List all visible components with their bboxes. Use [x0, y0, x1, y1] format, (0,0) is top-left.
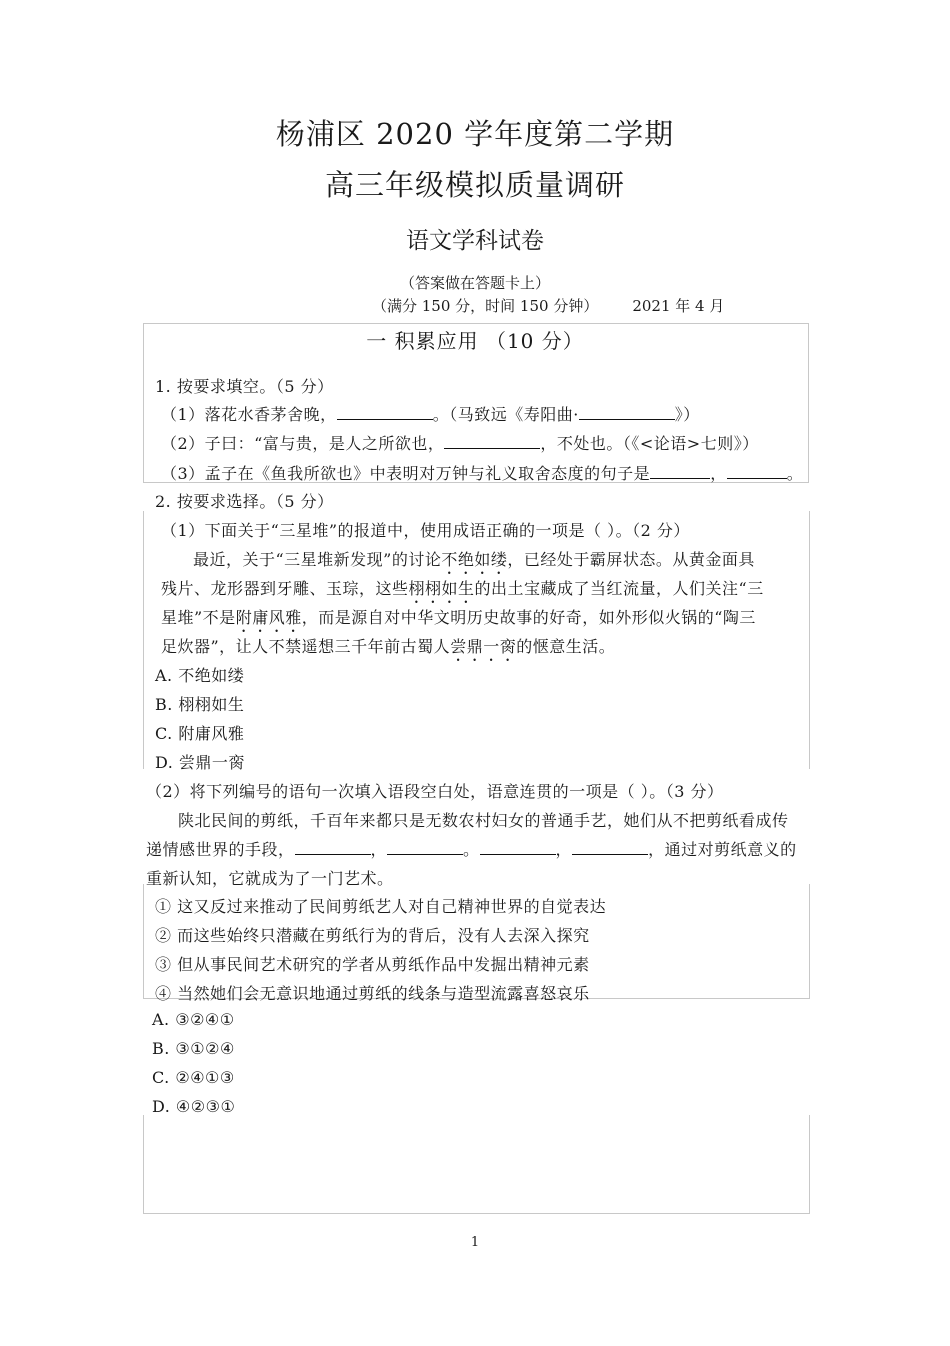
q1-p3-text-a: （3）孟子在《鱼我所欲也》中表明对万钟与礼义取舍态度的句子是: [161, 464, 651, 483]
passage-line: [161, 605, 756, 636]
answer-blank[interactable]: [480, 853, 556, 855]
q1-stem: 1. 按要求填空。（5 分）: [155, 377, 334, 396]
option-c[interactable]: C. ②④①③: [152, 1068, 235, 1087]
answer-blank[interactable]: [444, 447, 540, 449]
passage-text: 足炊器”，让人不禁遥想三千年前古蜀人: [161, 637, 451, 656]
q1-p2-text-a: （2）子曰：“富与贵，是人之所欲也，: [161, 434, 445, 453]
answer-blank[interactable]: [387, 853, 463, 855]
exam-info: [372, 295, 724, 316]
sentence-item: ② 而这些始终只潜藏在剪纸行为的背后，没有人去深入探究: [155, 926, 590, 945]
option-d[interactable]: D. ④②③①: [152, 1097, 236, 1116]
q1-p3-text-b: ，: [710, 464, 727, 483]
q1-part2: [161, 431, 759, 454]
q1-p2-text-b: ，不处也。（《<论语>七则》）: [540, 434, 759, 453]
passage-text: ，: [370, 840, 388, 859]
answer-blank[interactable]: [572, 853, 648, 855]
answer-blank[interactable]: [579, 418, 675, 420]
passage-text: 的惬意生活。: [516, 637, 616, 656]
q1-p3-text-c: 。: [786, 464, 804, 483]
exam-title-line2: 高三年级模拟质量调研: [324, 168, 625, 202]
option-b[interactable]: B. ③①②④: [152, 1039, 235, 1058]
passage-text: 递情感世界的手段，: [146, 840, 295, 859]
dotted-idiom: 附庸风雅: [235, 608, 302, 627]
passage-text: 。: [463, 840, 480, 859]
sentence-item: ① 这又反过来推动了民间剪纸艺人对自己精神世界的自觉表达: [155, 897, 607, 916]
answer-blank[interactable]: [727, 477, 787, 479]
frame-bottom-box: [143, 1115, 810, 1214]
passage-text: 最近，关于“三星堆新发现”的讨论: [193, 550, 442, 569]
option-a[interactable]: A. ③②④①: [152, 1010, 235, 1029]
q1-part3: [161, 461, 803, 484]
passage-text: ，已经处于霸屏状态。从黄金面具: [507, 550, 755, 569]
answer-note: （答案做在答题卡上）: [399, 274, 550, 292]
passage-line: [193, 547, 755, 578]
dotted-idiom: 尝鼎一脔: [450, 637, 517, 656]
option-a[interactable]: A. 不绝如缕: [155, 666, 245, 685]
answer-blank[interactable]: [295, 853, 371, 855]
answer-blank[interactable]: [650, 477, 710, 479]
page-number: 1: [470, 1235, 480, 1250]
q2-stem: 2. 按要求选择。（5 分）: [155, 492, 334, 511]
passage-text: ，而是源自对中华文明历史故事的好奇，如外形似火锅的“陶三: [301, 608, 756, 627]
sentence-item: ③ 但从事民间艺术研究的学者从剪纸作品中发掘出精神元素: [155, 955, 590, 974]
q1-p1-text-c: 》）: [674, 405, 700, 424]
exam-subject: 语文学科试卷: [406, 228, 544, 254]
passage-line: [161, 634, 615, 665]
passage-text: ，: [555, 840, 573, 859]
passage-line: 重新认知，它就成为了一门艺术。: [146, 869, 394, 888]
passage-text: 的出土宝藏成了当红流量，人们关注“三: [474, 579, 764, 598]
answer-blank[interactable]: [337, 418, 433, 420]
exam-title-line1: 杨浦区 2020 学年度第二学期: [275, 117, 675, 151]
option-d[interactable]: D. 尝鼎一脔: [155, 753, 245, 772]
dotted-idiom: 不绝如缕: [441, 550, 508, 569]
q2-sub1-question: （1）下面关于“三星堆”的报道中，使用成语正确的一项是（ ）。（2 分）: [161, 521, 690, 540]
score-time: （满分 150 分，时间 150 分钟）: [372, 297, 599, 315]
passage-line: [146, 837, 797, 860]
option-b[interactable]: B. 栩栩如生: [155, 695, 245, 714]
q1-p1-text-a: （1）落花水香茅舍晚，: [161, 405, 337, 424]
dotted-idiom: 栩栩如生: [408, 579, 475, 598]
q1-part1: [161, 402, 700, 425]
option-c[interactable]: C. 附庸风雅: [155, 724, 245, 743]
section-title: 一 积累应用 （10 分）: [366, 329, 584, 353]
passage-text: 星堆”不是: [161, 608, 236, 627]
passage-text: ，通过对剪纸意义的: [648, 840, 797, 859]
passage-line: 陕北民间的剪纸，千百年来都只是无数农村妇女的普通手艺，她们从不把剪纸看成传: [178, 811, 789, 830]
passage-text: 残片、龙形器到牙雕、玉琮，这些: [161, 579, 409, 598]
exam-date: 2021 年 4 月: [632, 297, 725, 315]
sentence-item: ④ 当然她们会无意识地通过剪纸的线条与造型流露喜怒哀乐: [155, 984, 590, 1003]
passage-line: [161, 576, 764, 607]
q1-p1-text-b: 。（马致远《寿阳曲·: [432, 405, 579, 424]
q2-sub2-question: （2）将下列编号的语句一次填入语段空白处，语意连贯的一项是（ ）。（3 分）: [146, 782, 724, 801]
